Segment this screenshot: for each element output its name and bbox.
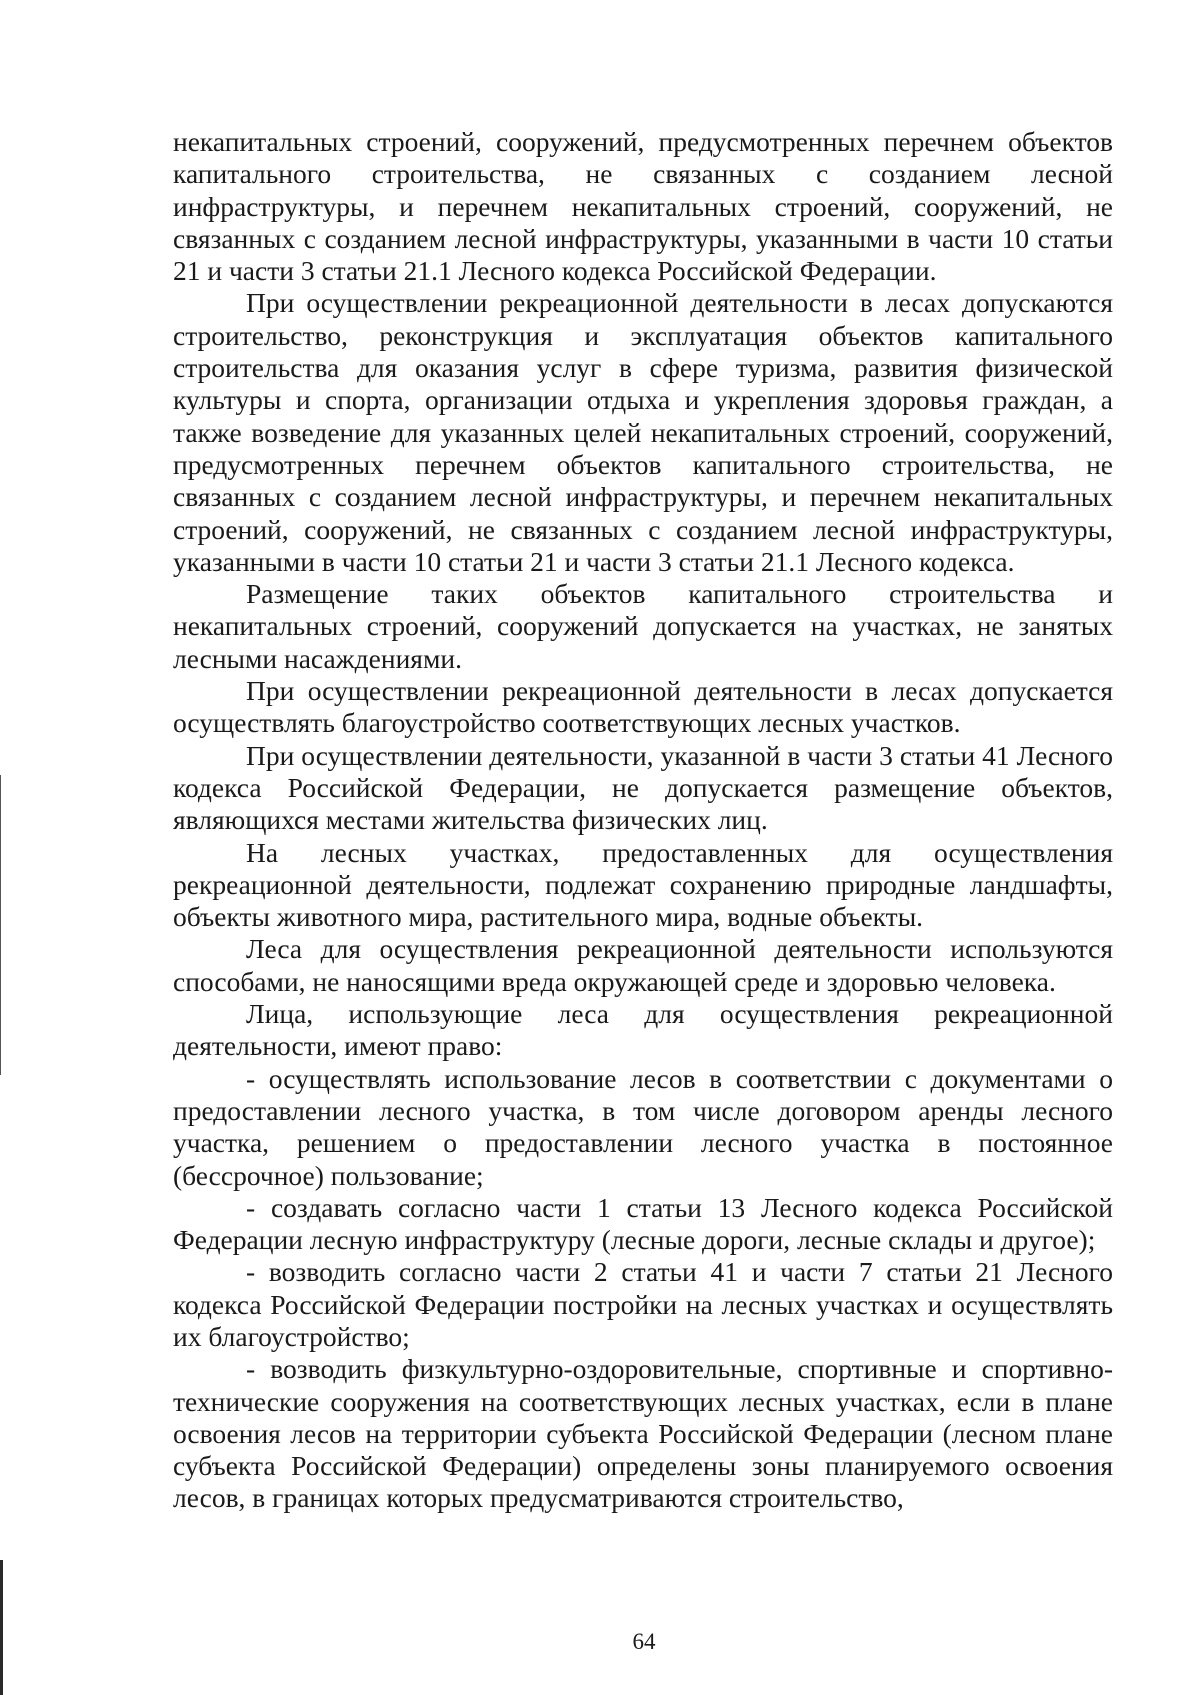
paragraph: некапитальных строений, сооружений, предусмотренных перечнем объектов капитального строительства, не связанных с созданием лесной инфраструктуры, и перечнем некапитальных строений, сооружений, не связанных с созданием лесной инфраструктуры, указанными в части 10 статьи 21 и части 3 статьи 21.1 Лесного кодекса Российской Федерации. xyxy=(173,126,1113,287)
paragraph: При осуществлении деятельности, указанной в части 3 статьи 41 Лесного кодекса Российской Федерации, не допускается размещение объектов, являющихся местами жительства физических лиц. xyxy=(173,739,1113,836)
list-item: - создавать согласно части 1 статьи 13 Лесного кодекса Российской Федерации лесную инфраструктуру (лесные дороги, лесные склады и другое); xyxy=(173,1191,1113,1256)
list-item: - возводить физкультурно-оздоровительные, спортивные и спортивно-технические сооружения на соответствующих лесных участках, если в плане освоения лесов на территории субъекта Российской Федерации (лесном плане субъекта Российской Федерации) определены зоны планируемого освоения лесов, в границах которых предусматриваются строительство, xyxy=(173,1353,1113,1514)
document-body xyxy=(173,126,1113,1515)
paragraph: Леса для осуществления рекреационной деятельности используются способами, не наносящими вреда окружающей среде и здоровью человека. xyxy=(173,933,1113,997)
list-item: - возводить согласно части 2 статьи 41 и части 7 статьи 21 Лесного кодекса Российской Федерации постройки на лесных участках и осуществлять их благоустройство; xyxy=(173,1256,1113,1352)
paragraph: При осуществлении рекреационной деятельности в лесах допускается осуществлять благоустройство соответствующих лесных участков. xyxy=(173,675,1113,739)
paragraph: На лесных участках, предоставленных для осуществления рекреационной деятельности, подлежат сохранению природные ландшафты, объекты животного мира, растительного мира, водные объекты. xyxy=(173,836,1113,933)
list-item: - осуществлять использование лесов в соответствии с документами о предоставлении лесного участка, в том числе договором аренды лесного участка, решением о предоставлении лесного участка в постоянное (бессрочное) пользование; xyxy=(173,1062,1113,1191)
scan-edge-mark xyxy=(0,775,1,1075)
paragraph: Лица, использующие леса для осуществления рекреационной деятельности, имеют право: xyxy=(173,998,1113,1062)
paragraph: При осуществлении рекреационной деятельности в лесах допускаются строительство, реконструкция и эксплуатация объектов капитального строительства для оказания услуг в сфере туризма, развития физической культуры и спорта, организации отдыха и укрепления здоровья граждан, а также возведение для указанных целей некапитальных строений, сооружений, предусмотренных перечнем объектов капитального строительства, не связанных с созданием лесной инфраструктуры, и перечнем некапитальных строений, сооружений, не связанных с созданием лесной инфраструктуры, указанными в части 10 статьи 21 и части 3 статьи 21.1 Лесного кодекса. xyxy=(173,287,1113,577)
paragraph: Размещение таких объектов капитального строительства и некапитальных строений, сооружений допускается на участках, не занятых лесными насаждениями. xyxy=(173,578,1113,674)
page-number: 64 xyxy=(632,1629,656,1654)
